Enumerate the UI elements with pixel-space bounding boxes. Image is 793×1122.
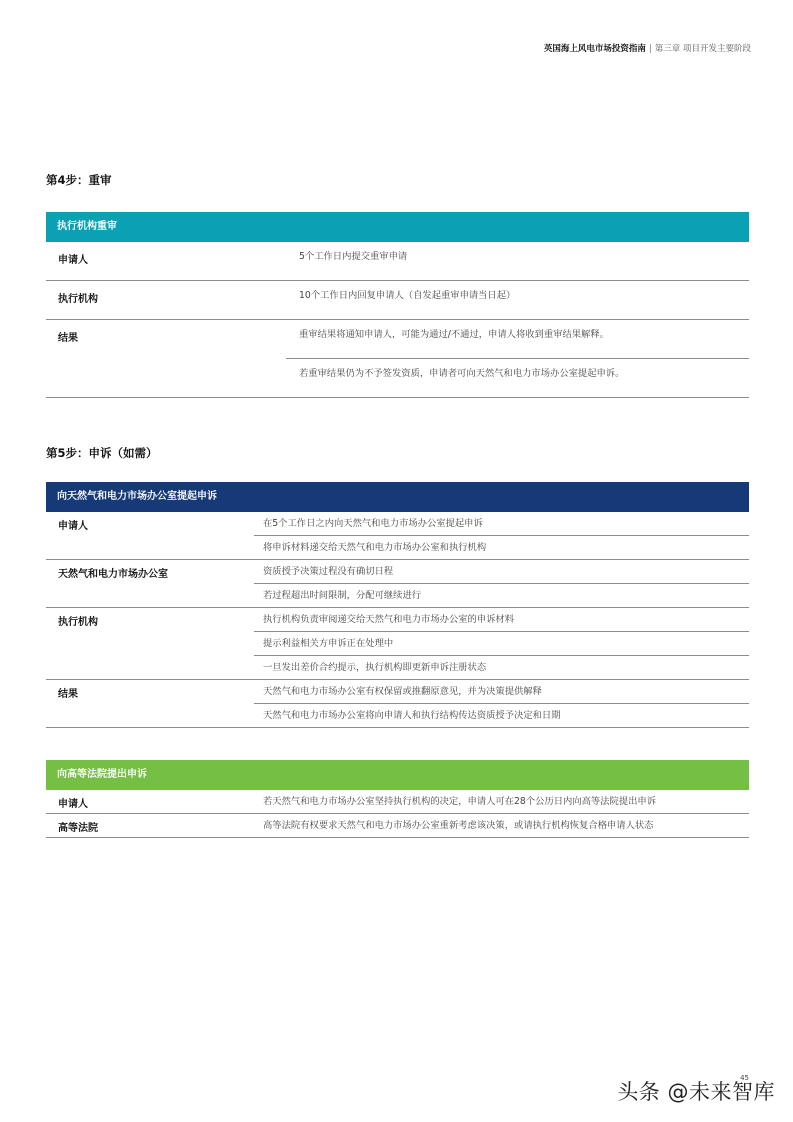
table-row-outcome (46, 320, 749, 398)
table-header: 向高等法院提出申诉 (46, 760, 749, 790)
page-number: 45 (740, 1074, 749, 1082)
row-label: 结果 (58, 689, 78, 700)
row-value: 若天然气和电力市场办公室坚持执行机构的决定，申请人可在28个公历日内向高等法院提出申诉 (263, 796, 657, 807)
running-head-separator: | (648, 44, 652, 54)
row-label: 执行机构 (58, 617, 98, 628)
row-value: 高等法院有权要求天然气和电力市场办公室重新考虑该决策，或请执行机构恢复合格申请人状态 (263, 820, 654, 831)
document-title: 英国海上风电市场投资指南 (543, 44, 646, 54)
table-row-ofgem (46, 560, 749, 608)
table-row-applicant (46, 512, 749, 560)
row-value: 将申诉材料递交给天然气和电力市场办公室和执行机构 (254, 535, 749, 559)
row-label: 结果 (58, 333, 78, 344)
row-label: 申请人 (58, 799, 88, 810)
row-value: 执行机构负责审阅递交给天然气和电力市场办公室的申诉材料 (263, 614, 515, 625)
row-value: 5个工作日内提交重审申请 (299, 251, 408, 262)
watermark: 头条 @未来智库 (617, 1080, 775, 1104)
table-row-delivery-body (46, 281, 749, 320)
running-head (544, 42, 751, 54)
row-label: 申请人 (58, 521, 88, 532)
row-value: 在5个工作日之内向天然气和电力市场办公室提起申诉 (263, 518, 483, 529)
row-label: 天然气和电力市场办公室 (58, 569, 168, 580)
ofgem-appeal-table (46, 482, 749, 728)
row-value: 10个工作日内回复申请人（自发起重审申请当日起） (299, 290, 516, 301)
row-value: 天然气和电力市场办公室将向申请人和执行结构传达资质授予决定和日期 (254, 703, 749, 727)
table-header: 向天然气和电力市场办公室提起申诉 (46, 482, 749, 512)
row-value: 提示利益相关方申诉正在处理中 (254, 631, 749, 655)
high-court-appeal-table (46, 760, 749, 838)
reconsideration-table (46, 212, 749, 398)
table-row-applicant (46, 790, 749, 814)
row-label: 申请人 (58, 255, 88, 266)
step5-title: 第5步：申诉（如需） (46, 446, 158, 460)
row-value: 天然气和电力市场办公室有权保留或推翻原意见，并为决策提供解释 (263, 686, 542, 697)
table-row-delivery-body (46, 608, 749, 680)
step4-title: 第4步：重审 (46, 173, 112, 187)
table-row-applicant (46, 242, 749, 281)
row-value: 若过程超出时间限制，分配可继续进行 (254, 583, 749, 607)
table-row-outcome (46, 680, 749, 728)
row-label: 高等法院 (58, 823, 98, 834)
row-value: 资质授予决策过程没有确切日程 (263, 566, 394, 577)
table-header: 执行机构重审 (46, 212, 749, 242)
row-value: 一旦发出差价合约提示，执行机构即更新申诉注册状态 (254, 655, 749, 679)
table-row-high-court (46, 814, 749, 838)
row-value: 重审结果将通知申请人，可能为通过/不通过，申请人将收到重审结果解释。 (299, 329, 609, 340)
chapter-title: 第三章 项目开发主要阶段 (654, 44, 751, 54)
row-value: 若重审结果仍为不予签发资质，申请者可向天然气和电力市场办公室提起申诉。 (286, 358, 749, 397)
row-label: 执行机构 (58, 294, 98, 305)
